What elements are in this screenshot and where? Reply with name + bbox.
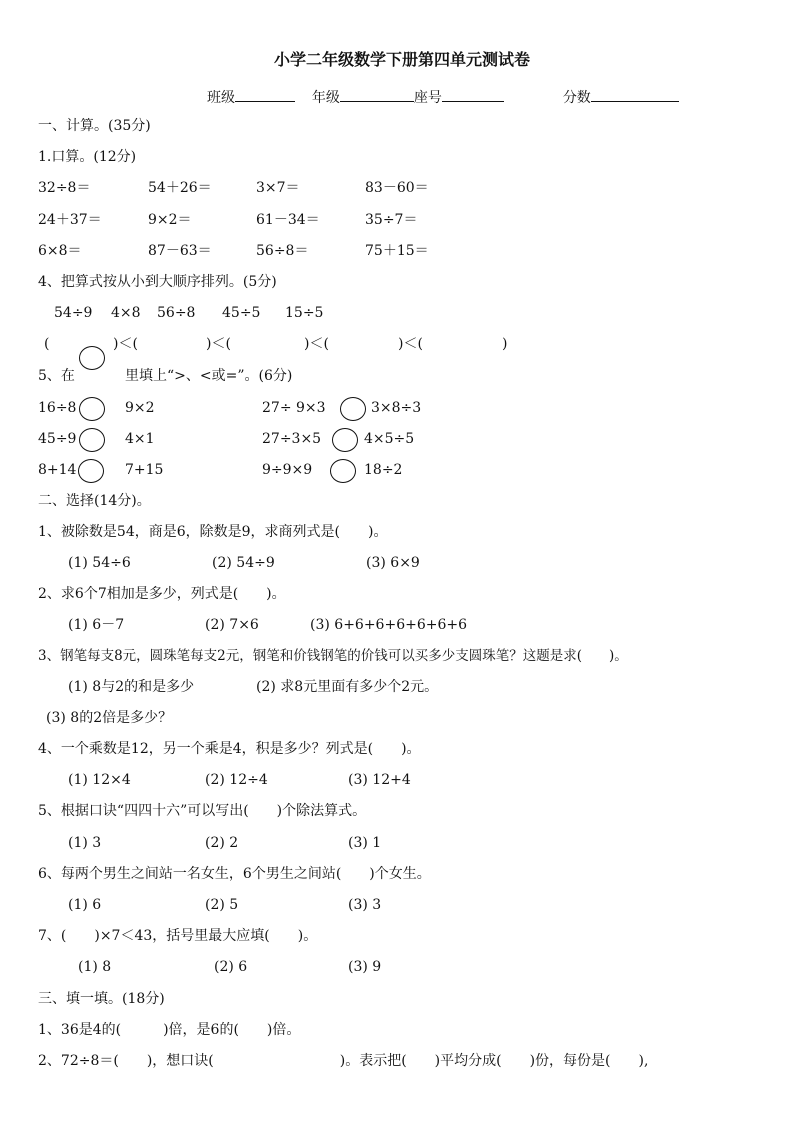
- compare-left: 16÷8: [38, 400, 77, 416]
- order-bracket: )＜(: [206, 336, 231, 352]
- compare-left: 45÷9: [38, 431, 77, 447]
- choice-option[interactable]: (1) 6－7: [68, 617, 125, 633]
- compare-left: 9÷9×9: [262, 462, 313, 478]
- oral-item: 56÷8＝: [256, 243, 309, 259]
- section3-heading: 三、填一填。(18分): [38, 991, 165, 1007]
- choice-option[interactable]: (1) 54÷6: [68, 555, 131, 571]
- choice-option[interactable]: (3) 12+4: [348, 772, 411, 788]
- order-bracket: ): [502, 336, 508, 352]
- oral-item: 35÷7＝: [365, 212, 418, 228]
- q4-expr: 15÷5: [285, 305, 324, 321]
- oral-item: 6×8＝: [38, 243, 82, 259]
- compare-left: 27÷ 9×3: [262, 400, 326, 416]
- q5-heading-a: 5、在: [38, 368, 75, 384]
- choice-option[interactable]: (2) 12÷4: [205, 772, 268, 788]
- order-bracket: )＜(: [113, 336, 138, 352]
- choice-question: 5、根据口诀“四四十六”可以写出( )个除法算式。: [38, 803, 367, 819]
- compare-left: 27÷3×5: [262, 431, 322, 447]
- order-bracket: )＜(: [398, 336, 423, 352]
- oral-item: 32÷8＝: [38, 180, 91, 196]
- compare-right: 3×8÷3: [371, 400, 422, 416]
- oral-item: 83－60＝: [365, 180, 429, 196]
- oral-item: 24＋37＝: [38, 212, 102, 228]
- oral-item: 61－34＝: [256, 212, 320, 228]
- compare-circle[interactable]: [332, 428, 358, 452]
- choice-option[interactable]: (2) 求8元里面有多少个2元。: [256, 679, 439, 695]
- oral-item: 87－63＝: [148, 243, 212, 259]
- choice-option[interactable]: (2) 2: [205, 835, 239, 851]
- fill-question: 2、72÷8＝( )，想口诀( )。表示把( )平均分成( )份，每份是( ),: [38, 1053, 649, 1069]
- choice-question: 3、钢笔每支8元，圆珠笔每支2元，钢笔和价钱钢笔的价钱可以买多少支圆珠笔？这题是求( )。: [38, 648, 628, 664]
- choice-option[interactable]: (1) 12×4: [68, 772, 131, 788]
- q4-heading: 4、把算式按从小到大顺序排列。(5分): [38, 274, 277, 290]
- compare-circle[interactable]: [79, 428, 105, 452]
- grade-field[interactable]: [340, 87, 414, 102]
- choice-option[interactable]: (3) 6×9: [366, 555, 420, 571]
- class-field[interactable]: [235, 87, 295, 102]
- compare-left: 8+14: [38, 462, 77, 478]
- compare-right: 4×5÷5: [364, 431, 415, 447]
- choice-option[interactable]: (1) 8与2的和是多少: [68, 679, 195, 695]
- oral-item: 75＋15＝: [365, 243, 429, 259]
- choice-question: 6、每两个男生之间站一名女生，6个男生之间站( )个女生。: [38, 866, 431, 882]
- fill-question: 1、36是4的( )倍，是6的( )倍。: [38, 1022, 301, 1038]
- choice-option[interactable]: (1) 8: [78, 959, 112, 975]
- q4-expr: 4×8: [111, 305, 141, 321]
- choice-question: 4、一个乘数是12，另一个乘是4，积是多少？列式是( )。: [38, 741, 421, 757]
- grade-label: 年级: [311, 90, 340, 106]
- choice-option[interactable]: (2) 5: [205, 897, 239, 913]
- order-bracket: (: [44, 336, 50, 352]
- compare-circle[interactable]: [330, 459, 356, 483]
- choice-question: 2、求6个7相加是多少，列式是( )。: [38, 586, 286, 602]
- order-bracket: )＜(: [304, 336, 329, 352]
- choice-option[interactable]: (1) 3: [68, 835, 102, 851]
- q4-expr: 45÷5: [222, 305, 261, 321]
- choice-option[interactable]: (3) 1: [348, 835, 382, 851]
- choice-option[interactable]: (3) 9: [348, 959, 382, 975]
- q4-expr: 56÷8: [157, 305, 196, 321]
- q4-expr: 54÷9: [54, 305, 93, 321]
- page-title: 小学二年级数学下册第四单元测试卷: [274, 50, 531, 69]
- compare-circle[interactable]: [79, 346, 105, 370]
- info-line: [207, 87, 679, 108]
- choice-option[interactable]: (1) 6: [68, 897, 102, 913]
- oral-item: 54＋26＝: [148, 180, 212, 196]
- seat-label: 座号: [413, 90, 442, 106]
- choice-option[interactable]: (2) 54÷9: [212, 555, 275, 571]
- score-label: 分数: [562, 90, 591, 106]
- compare-right: 7+15: [125, 462, 164, 478]
- q1-heading: 1.口算。(12分): [38, 149, 137, 165]
- seat-field[interactable]: [442, 87, 504, 102]
- section1-heading: 一、计算。(35分): [38, 118, 151, 134]
- compare-circle[interactable]: [78, 459, 104, 483]
- section2-heading: 二、选择(14分)。: [38, 493, 151, 509]
- oral-item: 9×2＝: [148, 212, 192, 228]
- compare-right: 18÷2: [364, 462, 403, 478]
- choice-option[interactable]: (3) 3: [348, 897, 382, 913]
- compare-right: 9×2: [125, 400, 155, 416]
- choice-option[interactable]: (3) 8的2倍是多少？: [46, 710, 173, 726]
- compare-circle[interactable]: [340, 397, 366, 421]
- choice-option[interactable]: (2) 6: [214, 959, 248, 975]
- choice-option[interactable]: (3) 6+6+6+6+6+6+6: [310, 617, 468, 633]
- oral-item: 3×7＝: [256, 180, 300, 196]
- class-label: 班级: [207, 90, 235, 106]
- choice-question: 7、( )×7＜43，括号里最大应填( )。: [38, 928, 318, 944]
- compare-right: 4×1: [125, 431, 155, 447]
- score-field[interactable]: [591, 87, 679, 102]
- q5-heading-b: 里填上“>、<或=”。(6分): [125, 368, 293, 384]
- compare-circle[interactable]: [79, 397, 105, 421]
- choice-option[interactable]: (2) 7×6: [205, 617, 259, 633]
- choice-question: 1、被除数是54，商是6，除数是9，求商列式是( )。: [38, 524, 388, 540]
